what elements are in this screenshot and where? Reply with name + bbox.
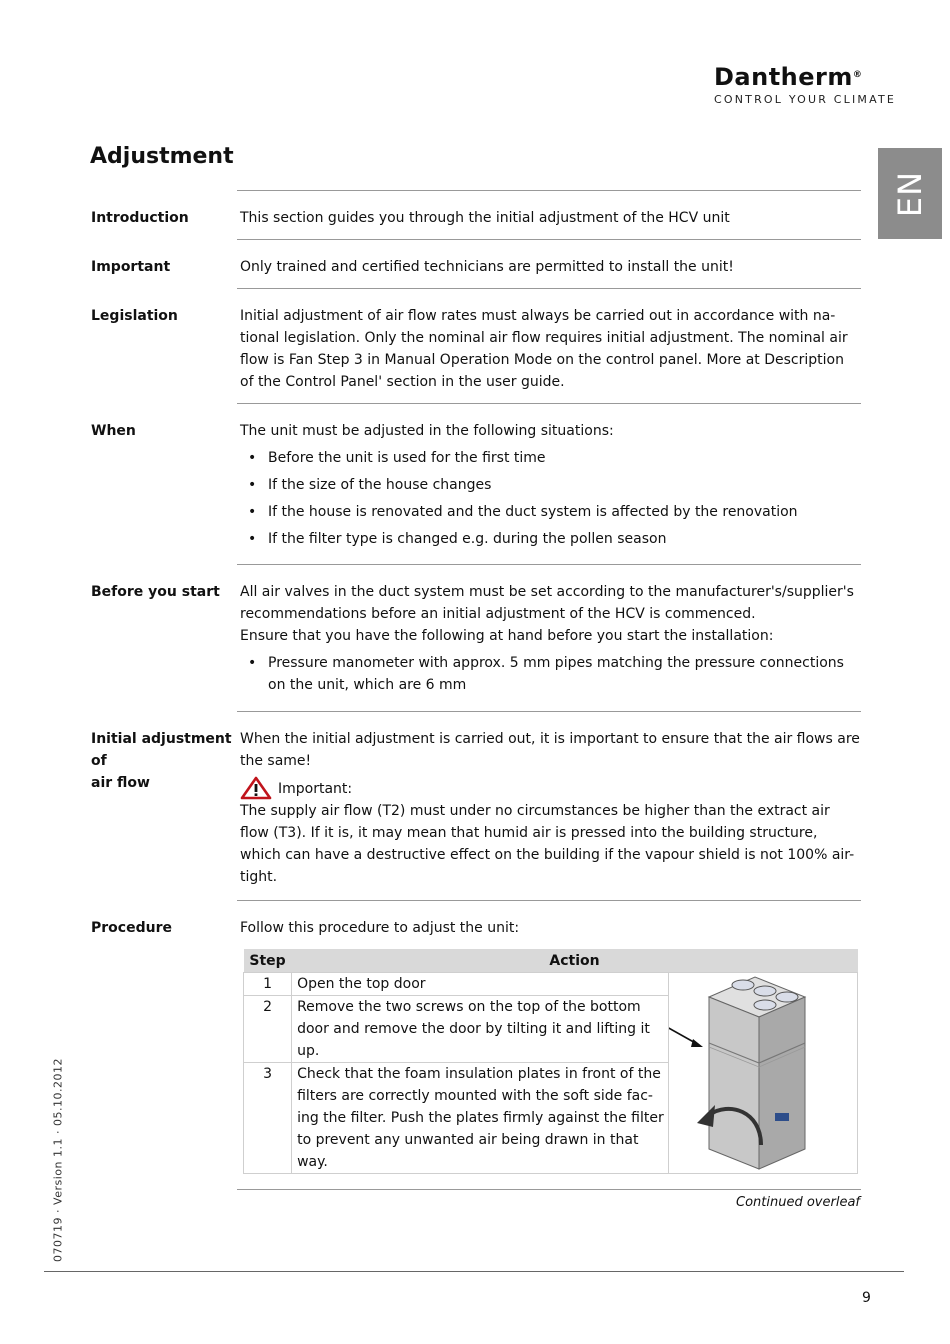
divider	[237, 239, 861, 240]
step-action	[292, 973, 669, 996]
procedure-label: Procedure	[91, 920, 172, 936]
text-line: Remove the two screws on the top of the bottom	[297, 999, 641, 1015]
step-number: 3	[244, 1063, 292, 1174]
registered-mark: ®	[852, 70, 863, 80]
text-line: door and remove the door by tilting it and lifting it	[297, 1021, 650, 1037]
text-line: tional legislation. Only the nominal air flow requires initial adjustment. The nominal air	[240, 330, 848, 346]
initial-adjustment-label	[91, 728, 236, 794]
text-line: of the Control Panel' section in the user guide.	[240, 374, 565, 390]
procedure-table	[243, 949, 858, 1174]
language-tab-label: EN	[891, 170, 929, 217]
label-line: Initial adjustment of	[91, 731, 232, 769]
step-action	[292, 1063, 669, 1174]
version-text: 070719 · Version 1.1 · 05.10.2012	[51, 1058, 65, 1262]
hcv-unit-illustration	[669, 973, 857, 1173]
text-line: ing the filter. Push the plates firmly against the filter	[297, 1110, 664, 1126]
divider	[237, 403, 861, 404]
list-item: • If the size of the house changes	[240, 474, 860, 496]
divider	[237, 288, 861, 289]
introduction-text: This section guides you through the initial adjustment of the HCV unit	[240, 210, 730, 226]
divider	[237, 190, 861, 191]
text-line: filters are correctly mounted with the soft side fac-	[297, 1088, 653, 1104]
important-text: Only trained and certified technicians are permitted to install the unit!	[240, 259, 734, 275]
text-line: up.	[297, 1043, 320, 1059]
table-header-action: Action	[292, 949, 858, 973]
text-line: All air valves in the duct system must be set according to the manufacturer's/supplier's	[240, 584, 854, 600]
list-item	[240, 652, 860, 696]
text-line: flow (T3). If it is, it may mean that humid air is pressed into the building structure,	[240, 825, 818, 841]
step-action	[292, 996, 669, 1063]
warning-heading	[240, 772, 860, 800]
table-header-row	[244, 949, 858, 973]
step-number: 1	[244, 973, 292, 996]
list-item: • If the house is renovated and the duct system is affected by the renovation	[240, 501, 860, 523]
step-number: 2	[244, 996, 292, 1063]
divider	[237, 900, 861, 901]
legislation-text	[240, 305, 860, 393]
text-line: Pressure manometer with approx. 5 mm pipes matching the pressure connections	[268, 655, 844, 671]
text-line: on the unit, which are 6 mm	[268, 677, 467, 693]
unit-illustration-cell	[668, 973, 857, 1174]
list-item: • If the filter type is changed e.g. during the pollen season	[240, 528, 860, 550]
text-line: tight.	[240, 869, 278, 885]
when-label: When	[91, 423, 136, 439]
text-line: flow is Fan Step 3 in Manual Operation Mode on the control panel. More at Description	[240, 352, 844, 368]
text-line: When the initial adjustment is carried out, it is important to ensure that the air flows are	[240, 731, 860, 747]
label-line: air flow	[91, 775, 150, 791]
warning-label: Important:	[278, 781, 353, 797]
table-header-step: Step	[244, 949, 292, 973]
before-start-label: Before you start	[91, 584, 220, 600]
introduction-label: Introduction	[91, 210, 189, 226]
page-number: 9	[862, 1290, 871, 1306]
page-title: Adjustment	[90, 144, 234, 169]
text-line: recommendations before an initial adjustment of the HCV is commenced.	[240, 606, 756, 622]
text-line: Initial adjustment of air flow rates must always be carried out in accordance with na-	[240, 308, 836, 324]
when-content	[240, 420, 860, 555]
before-start-content	[240, 581, 860, 701]
text-line: Check that the foam insulation plates in front of the	[297, 1066, 661, 1082]
language-tab	[878, 148, 942, 239]
text-line: Open the top door	[297, 976, 426, 992]
continued-note: Continued overleaf	[736, 1195, 860, 1210]
text-line: to prevent any unwanted air being drawn in that	[297, 1132, 639, 1148]
divider	[237, 711, 861, 712]
list-item: • Before the unit is used for the first time	[240, 447, 860, 469]
important-label: Important	[91, 259, 171, 275]
text-line: The supply air flow (T2) must under no circumstances be higher than the extract air	[240, 803, 830, 819]
brand-tagline: CONTROL YOUR CLIMATE	[714, 93, 897, 106]
text-line: Ensure that you have the following at hand before you start the installation:	[240, 628, 774, 644]
divider	[237, 1189, 861, 1190]
when-intro: The unit must be adjusted in the following situations:	[240, 423, 614, 439]
when-list	[240, 447, 860, 550]
divider	[237, 564, 861, 565]
legislation-label: Legislation	[91, 308, 178, 324]
warning-icon	[240, 776, 272, 800]
procedure-intro: Follow this procedure to adjust the unit:	[240, 920, 520, 936]
text-line: the same!	[240, 753, 312, 769]
before-start-list	[240, 652, 860, 696]
text-line: way.	[297, 1154, 328, 1170]
dantherm-logo	[714, 64, 904, 106]
brand-name: Dantherm	[714, 63, 853, 91]
initial-adjustment-content	[240, 728, 860, 888]
text-line: which can have a destructive effect on the building if the vapour shield is not 100% air-	[240, 847, 855, 863]
table-row	[244, 973, 858, 996]
footer-divider	[44, 1271, 904, 1272]
